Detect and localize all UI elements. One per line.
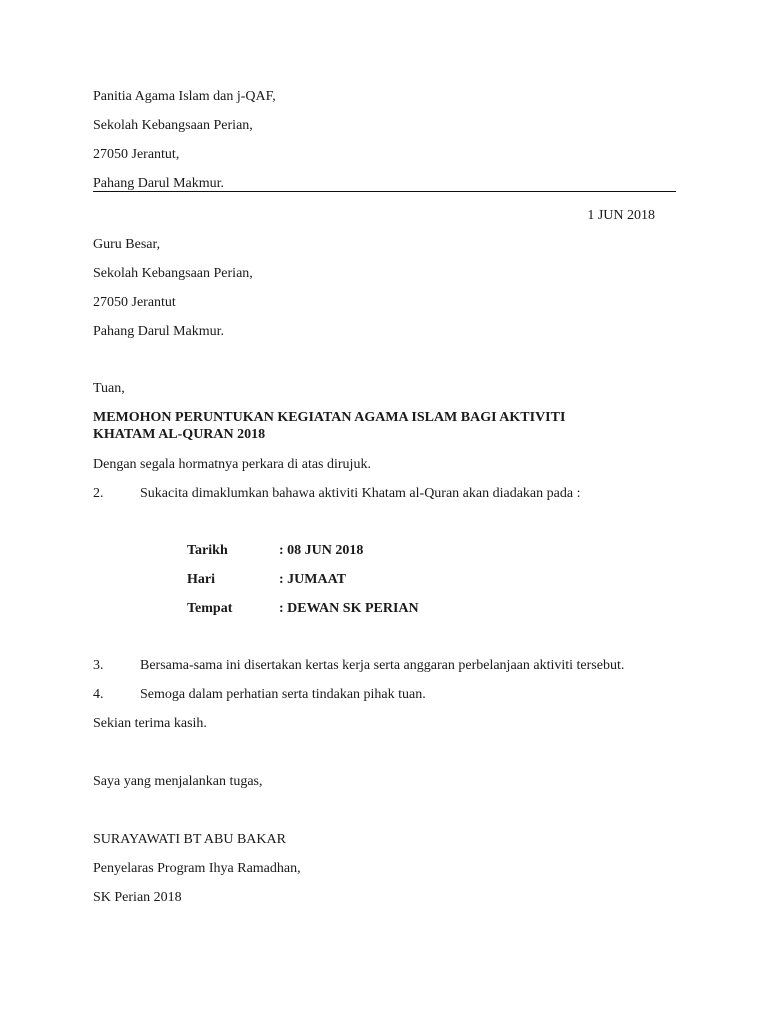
- signatory-organization: SK Perian 2018: [93, 890, 182, 905]
- sender-line-4: Pahang Darul Makmur.: [93, 176, 225, 191]
- signatory-name: SURAYAWATI BT ABU BAKAR: [93, 832, 286, 847]
- detail-value-date: : 08 JUN 2018: [279, 543, 364, 558]
- paragraph-number: 4.: [93, 687, 104, 702]
- detail-value-day: : JUMAAT: [279, 572, 347, 587]
- recipient-line-3: 27050 Jerantut: [93, 295, 176, 310]
- letter-date: 1 JUN 2018: [587, 208, 655, 223]
- salutation: Tuan,: [93, 381, 125, 396]
- sender-line-1: Panitia Agama Islam dan j-QAF,: [93, 89, 276, 104]
- signatory-title: Penyelaras Program Ihya Ramadhan,: [93, 861, 301, 876]
- subject-line-2: KHATAM AL-QURAN 2018: [93, 427, 266, 442]
- subject-line-1: MEMOHON PERUNTUKAN KEGIATAN AGAMA ISLAM BAGI AKTIVITI: [93, 410, 566, 425]
- intro-text: Dengan segala hormatnya perkara di atas dirujuk.: [93, 457, 371, 472]
- closing-text: Sekian terima kasih.: [93, 716, 207, 731]
- detail-value-venue: : DEWAN SK PERIAN: [279, 601, 419, 616]
- signoff-text: Saya yang menjalankan tugas,: [93, 774, 263, 789]
- recipient-line-1: Guru Besar,: [93, 237, 161, 252]
- detail-label-venue: Tempat: [187, 601, 233, 616]
- paragraph-text: Sukacita dimaklumkan bahawa aktiviti Khatam al-Quran akan diadakan pada :: [140, 486, 581, 501]
- paragraph-text: Semoga dalam perhatian serta tindakan pihak tuan.: [140, 687, 426, 702]
- paragraph-text: Bersama-sama ini disertakan kertas kerja serta anggaran perbelanjaan aktiviti tersebut.: [140, 658, 625, 673]
- paragraph-number: 3.: [93, 658, 104, 673]
- sender-line-3: 27050 Jerantut,: [93, 147, 180, 162]
- sender-line-2: Sekolah Kebangsaan Perian,: [93, 118, 253, 133]
- recipient-line-4: Pahang Darul Makmur.: [93, 324, 225, 339]
- detail-label-date: Tarikh: [187, 543, 228, 558]
- recipient-line-2: Sekolah Kebangsaan Perian,: [93, 266, 253, 281]
- detail-label-day: Hari: [187, 572, 215, 587]
- header-divider: [93, 191, 676, 192]
- paragraph-number: 2.: [93, 486, 104, 501]
